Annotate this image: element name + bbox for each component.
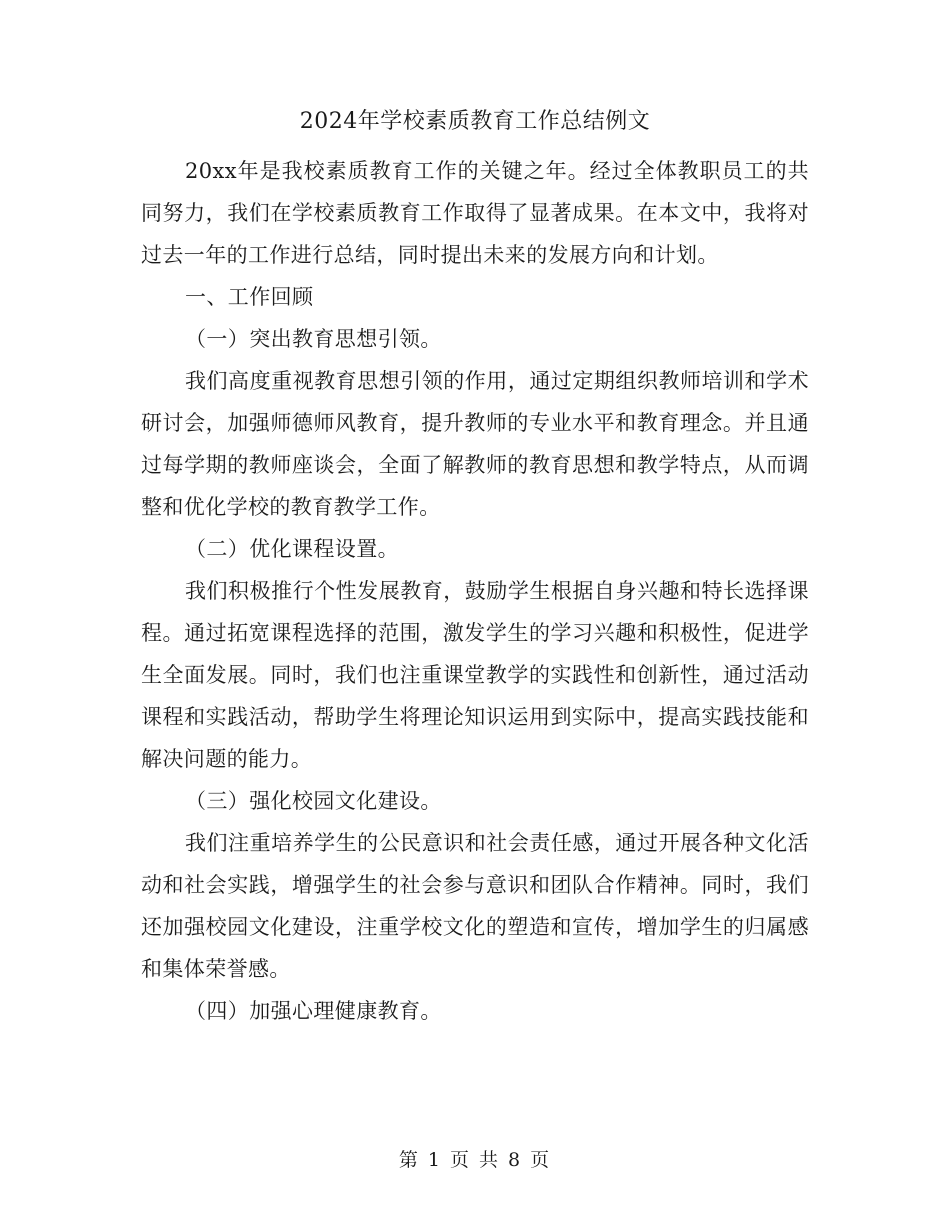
page-number-footer: 第 1 页 共 8 页 [398, 1149, 552, 1171]
paragraph-1: 我们高度重视教育思想引领的作用，通过定期组织教师培训和学术研讨会，加强师德师风教育，提升教师的专业水平和教育理念。并且通过每学期的教师座谈会，全面了解教师的教育思想和教学特点，从而调整和优化学校的教育教学工作。 [141, 369, 809, 519]
document-body [141, 150, 809, 1032]
section-heading-review: 一、工作回顾 [185, 285, 314, 309]
document-title: 2024年学校素质教育工作总结例文 [299, 109, 651, 134]
subheading-2: （二）优化课程设置。 [185, 537, 399, 561]
paragraph-3: 我们注重培养学生的公民意识和社会责任感，通过开展各种文化活动和社会实践，增强学生的社会参与意识和团队合作精神。同时，我们还加强校园文化建设，注重学校文化的塑造和宣传，增加学生的归属感和集体荣誉感。 [141, 831, 809, 981]
subheading-3: （三）强化校园文化建设。 [185, 789, 442, 813]
subheading-1: （一）突出教育思想引领。 [185, 327, 442, 351]
intro-paragraph: 20xx年是我校素质教育工作的关键之年。经过全体教职员工的共同努力，我们在学校素质教育工作取得了显著成果。在本文中，我将对过去一年的工作进行总结，同时提出未来的发展方向和计划。 [141, 159, 809, 267]
subheading-4: （四）加强心理健康教育。 [185, 999, 442, 1023]
paragraph-2: 我们积极推行个性发展教育，鼓励学生根据自身兴趣和特长选择课程。通过拓宽课程选择的范围，激发学生的学习兴趣和积极性，促进学生全面发展。同时，我们也注重课堂教学的实践性和创新性，通过活动课程和实践活动，帮助学生将理论知识运用到实际中，提高实践技能和解决问题的能力。 [141, 579, 809, 771]
